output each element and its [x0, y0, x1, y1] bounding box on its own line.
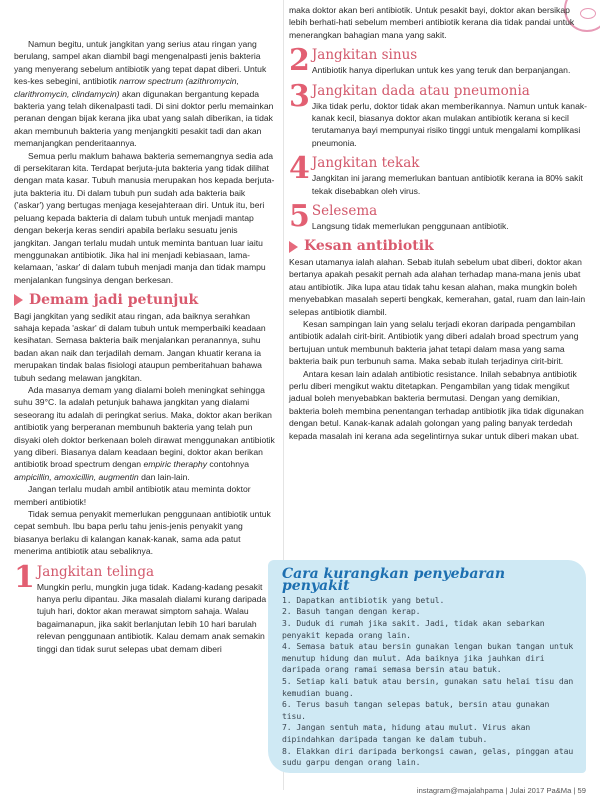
- item-text: Mungkin perlu, mungkin juga tidak. Kadang-kadang pesakit hanya perlu dipantau. Jika masalah dialami kurang daripada tujuh hari, doktor akan merawat simptom sahaja. Walau bagaimanapun, jika sakit berlanjutan lebih 10 hari barulah relevan penggunaan antibiotik. Kalau demam anak semakin tinggi dan tidak surut selepas ubat demam diberi: [36, 581, 267, 654]
- item-heading: Jangkitan tekak: [311, 155, 420, 172]
- demam-paragraph-4: Tidak semua penyakit memerlukan penggunaan antibiotik untuk cepat sembuh. Ibu bapa perlu tahu jenis-jenis penyakit yang biasanya berlaku di kalangan kanak-kanak, sama ada patut menerima antibiotik atau sebaliknya.: [14, 509, 271, 557]
- tip-item: 5. Setiap kali batuk atau bersin, gunakan satu helai tisu dan kemudian buang.: [282, 675, 574, 698]
- intro-paragraph-2: Semua perlu maklum bahawa bakteria sememangnya sedia ada di persekitaran kita. Terdapat berjuta-juta bakteria yang tidak dilihat dengan mata kasar. Tubuh manusia merupakan hos kepada berjuta-juta bakteria itu. Di dalam tubuh pun sudah ada bakteria baik ('askar') yang bertugas menjaga kesejahteraan diri. Untuk itu, beri peluang kepada bakteria di dalam tubuh untuk menjadi mantap dengan bekerja keras sendiri apabila berlaku sesuatu jenis jangkitan. Jangan terlalu mudah untuk meminta bantuan luar iaitu menggunakan antibiotik. Jika hal ini menjadi kebiasaan, lama-kelamaan, 'askar' di dalam tubuh menjadi manja dan tidak mampu menjalankan fungsinya dengan berkesan.: [14, 150, 275, 285]
- tip-item: 1. Dapatkan antibiotik yang betul.: [282, 594, 445, 605]
- item-text: Jangkitan ini jarang memerlukan bantuan antibiotik kerana ia 80% sakit tekak disebabkan oleh virus.: [311, 173, 583, 196]
- tip-item: 8. Elakkan diri daripada berkongsi cawan, gelas, pinggan atau sudu garpu dengan orang lain.: [282, 745, 574, 768]
- demam-paragraph-1: Bagi jangkitan yang sedikit atau ringan, ada baiknya serahkan sahaja kepada 'askar' di dalam tubuh untuk memperbaiki keadaan kesihatan. Semasa bakteria baik menjalankan peranannya, suhu badan akan naik dan terjadilah demam. Jangan khuatir kerana ia merupakan tindak balas fisiologi ataupun pemberitahuan bahawa tubuh sedang melawan jangkitan.: [14, 310, 266, 383]
- demam-paragraph-3: Jangan terlalu mudah ambil antibiotik atau meminta doktor memberi antibiotik!: [14, 484, 251, 507]
- section-title: Kesan antibiotik: [304, 238, 434, 255]
- triangle-bullet-icon: [289, 241, 298, 253]
- item-number: 1: [14, 559, 35, 595]
- left-column: [14, 38, 276, 655]
- kesan-paragraph-1: Kesan utamanya ialah alahan. Sebab itulah sebelum ubat diberi, doktor akan bertanya apakah pesakit pernah ada alahan terhadap mana-mana jenis ubat atau antibiotik. Jika lupa atau tidak tahu kesan alahan, maka mungkin boleh menyebabkan masalah seperti bengkak, kemerahan, gatal, ruam dan lain-lain selepas antibiotik diambil.: [289, 256, 586, 317]
- triangle-bullet-icon: [14, 294, 23, 306]
- numbered-item-1: [14, 559, 276, 655]
- tip-item: 2. Basuh tangan dengan kerap.: [282, 606, 421, 617]
- kesan-paragraph-3: Antara kesan lain adalah antibiotic resistance. Inilah sebabnya antibiotik perlu diberi mengikut waktu ditetapkan. Pengambilan yang tidak mengikut jadual boleh menyebabkan bakteria bermutasi. Dengan yang demikian, bakteria boleh membina penentangan terhadap antibiotik jika tidak digunakan dengan betul. Kanak-kanak adalah golongan yang paling banyak terdedah kepada masalah ini kerana ada segelintirnya sukar untuk diberi makan ubat.: [289, 368, 584, 441]
- section-title: Demam jadi petunjuk: [29, 292, 199, 309]
- numbered-item-4: [289, 151, 587, 197]
- item-text: Langsung tidak memerlukan penggunaan antibiotik.: [311, 221, 509, 232]
- tip-item: 7. Jangan sentuh mata, hidung atau mulut. Virus akan dipindahkan daripada tangan ke dalam tubuh.: [282, 722, 531, 744]
- item-heading: Jangkitan telinga: [36, 563, 155, 580]
- item-text: Antibiotik hanya diperlukan untuk kes yang teruk dan berpanjangan.: [311, 65, 571, 76]
- numbered-item-2: [289, 43, 587, 79]
- tip-item: 6. Terus basuh tangan selepas batuk, bersin atau gunakan tisu.: [282, 699, 550, 721]
- item-number: 3: [289, 78, 310, 114]
- demam-paragraph-2: Ada masanya demam yang dialami boleh meningkat sehingga suhu 39°C. Ia adalah petunjuk bahawa jangkitan yang dialami seseorang itu adalah di peringkat serius. Maka, doktor akan berikan antibiotik yang berperanan membunuh bakteria yang telah pun disyaki oleh doktor berkenaan boleh dirawat menggunakan antibiotik yang diberi. Biasanya dalam keadaan begini, doktor akan berikan antibiotik broad spectrum dengan empiric theraphy contohnya ampicillin, amoxicillin, augmentin dan lain-lain.: [14, 384, 275, 482]
- section-heading-demam: [14, 292, 276, 309]
- item-number: 4: [289, 151, 310, 187]
- tips-box: [268, 560, 586, 773]
- kesan-paragraph-2: Kesan sampingan lain yang selalu terjadi ekoran daripada pengambilan antibiotik adalah cirit-birit. Antibiotik yang diberi adalah broad spectrum yang bertujuan untuk membunuh bakteria jahat tetapi dalam masa yang sama bakteria baik pun terbunuh sama. Maka sebab itulah terjadinya cirit-birit.: [289, 318, 579, 367]
- continued-paragraph: maka doktor akan beri antibiotik. Untuk pesakit bayi, doktor akan bersikap lebih berhati-hati sebelum memberi antibiotik kerana dia tidak pandai untuk menerangkan bahagian mana yang sakit.: [289, 5, 575, 40]
- item-text: Jika tidak perlu, doktor tidak akan memberikannya. Namun untuk kanak-kanak kecil, biasanya doktor akan mulakan antibiotik kerana si kecil terutamanya bayi mempunyai risiko tinggi untuk mengalami komplikasi pneumonia.: [311, 100, 588, 148]
- narrow-spectrum-term: narrow spectrum (azithromycin, clarithromycin, clindamycin): [14, 76, 239, 99]
- item-heading: Selesema: [311, 203, 378, 220]
- section-heading-kesan: [289, 238, 587, 255]
- page-footer: instagram@majalahpama | Julai 2017 Pa&Ma | 59: [416, 786, 586, 795]
- tips-title: Cara kurangkan penyebaran penyakit: [282, 566, 506, 595]
- right-column: [289, 4, 587, 442]
- numbered-item-3: [289, 78, 588, 150]
- item-number: 2: [289, 43, 310, 79]
- item-heading: Jangkitan dada atau pneumonia: [311, 82, 530, 99]
- tips-list: [282, 595, 574, 769]
- intro-paragraph-1: Namun begitu, untuk jangkitan yang serius atau ringan yang berulang, sampel akan diambil bagi mengenalpasti jenis bakteria yang menyerang sebelum antibiotik yang tepat dapat diberi. Untuk kes-kes sebegini, antibiotik narrow spectrum (azithromycin, clarithromycin, clindamycin) akan digunakan bergantung kepada bakteria yang telah dikenalpasti tadi. Di sini doktor perlu memainkan peranan dengan bijak kerana jika ubat yang salah diberikan, ia tidak akan membunuh bakteria yang menjangkiti pesakit tadi dan akan memanjangkan penderitaannya.: [14, 39, 274, 149]
- tip-item: 3. Duduk di rumah jika sakit. Jadi, tidak akan sebarkan penyakit kepada orang lain.: [282, 618, 545, 640]
- item-number: 5: [289, 199, 310, 235]
- numbered-item-5: [289, 199, 587, 235]
- tip-item: 4. Semasa batuk atau bersin gunakan lengan bukan tangan untuk menutup hidung dan mulut. Ada baiknya jika jauhkan diri daripada orang ramai semasa bersin atau batuk.: [282, 641, 574, 675]
- item-heading: Jangkitan sinus: [311, 47, 418, 64]
